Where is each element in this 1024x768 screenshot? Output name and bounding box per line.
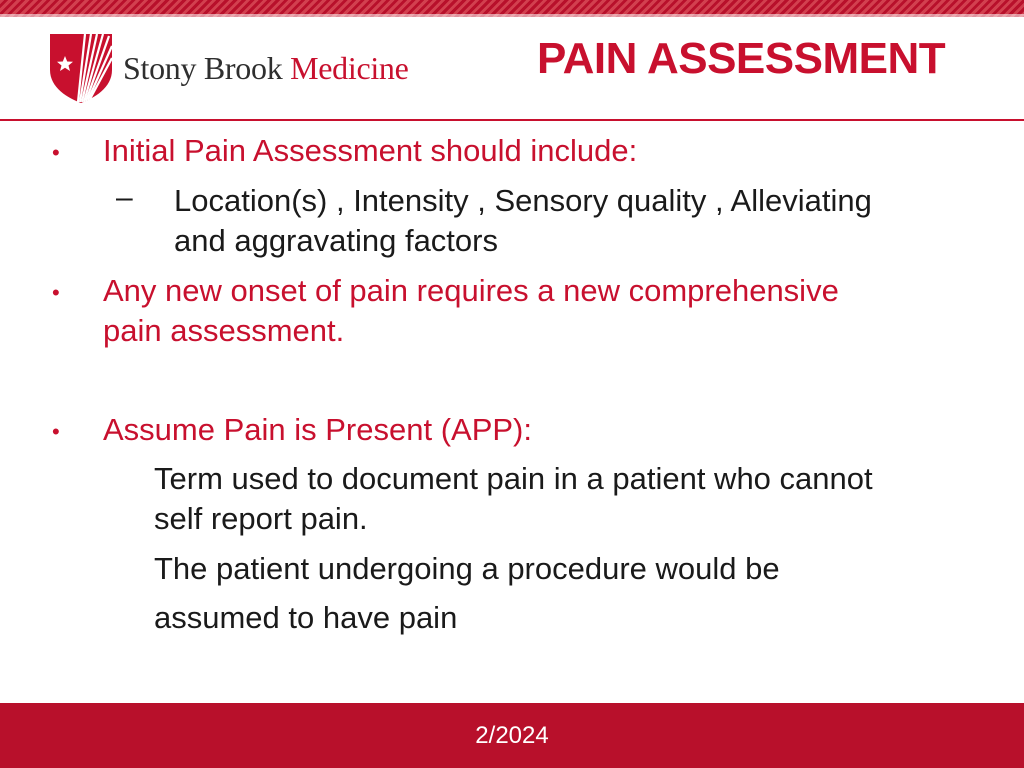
- app-detail-line-2: self report pain.: [154, 501, 368, 536]
- shield-star-icon: [50, 32, 112, 104]
- stony-brook-medicine-logo: [50, 32, 450, 104]
- slide-title: PAIN ASSESSMENT: [537, 34, 946, 83]
- sub-bullet-line-2: and aggravating factors: [174, 223, 498, 258]
- sub-bullet-line-1: Location(s) , Intensity , Sensory quality , Alleviating: [174, 183, 872, 218]
- logo-wordmark: [123, 50, 409, 87]
- bullet-2-line-2: pain assessment.: [103, 313, 345, 348]
- app-detail-line-4: assumed to have pain: [154, 600, 458, 635]
- footer-date: 2/2024: [475, 722, 549, 749]
- top-decorative-stripe: [0, 0, 1024, 17]
- logo-text-stony-brook: Stony Brook: [123, 50, 283, 86]
- bullet-2-line-1: Any new onset of pain requires a new comprehensive: [103, 273, 839, 308]
- app-detail-line-1: Term used to document pain in a patient who cannot: [154, 461, 873, 496]
- bullet-1-text: Initial Pain Assessment should include:: [103, 133, 638, 168]
- app-detail-line-3: The patient undergoing a procedure would be: [154, 551, 780, 586]
- bullet-marker: •: [52, 419, 60, 444]
- bullet-marker: •: [52, 280, 60, 305]
- bullet-3-text: Assume Pain is Present (APP):: [103, 412, 532, 447]
- header-divider: [0, 119, 1024, 121]
- sub-bullet-marker: –: [116, 181, 133, 214]
- logo-text-medicine: Medicine: [290, 50, 409, 86]
- bullet-marker: •: [52, 140, 60, 165]
- footer-bar: [0, 703, 1024, 768]
